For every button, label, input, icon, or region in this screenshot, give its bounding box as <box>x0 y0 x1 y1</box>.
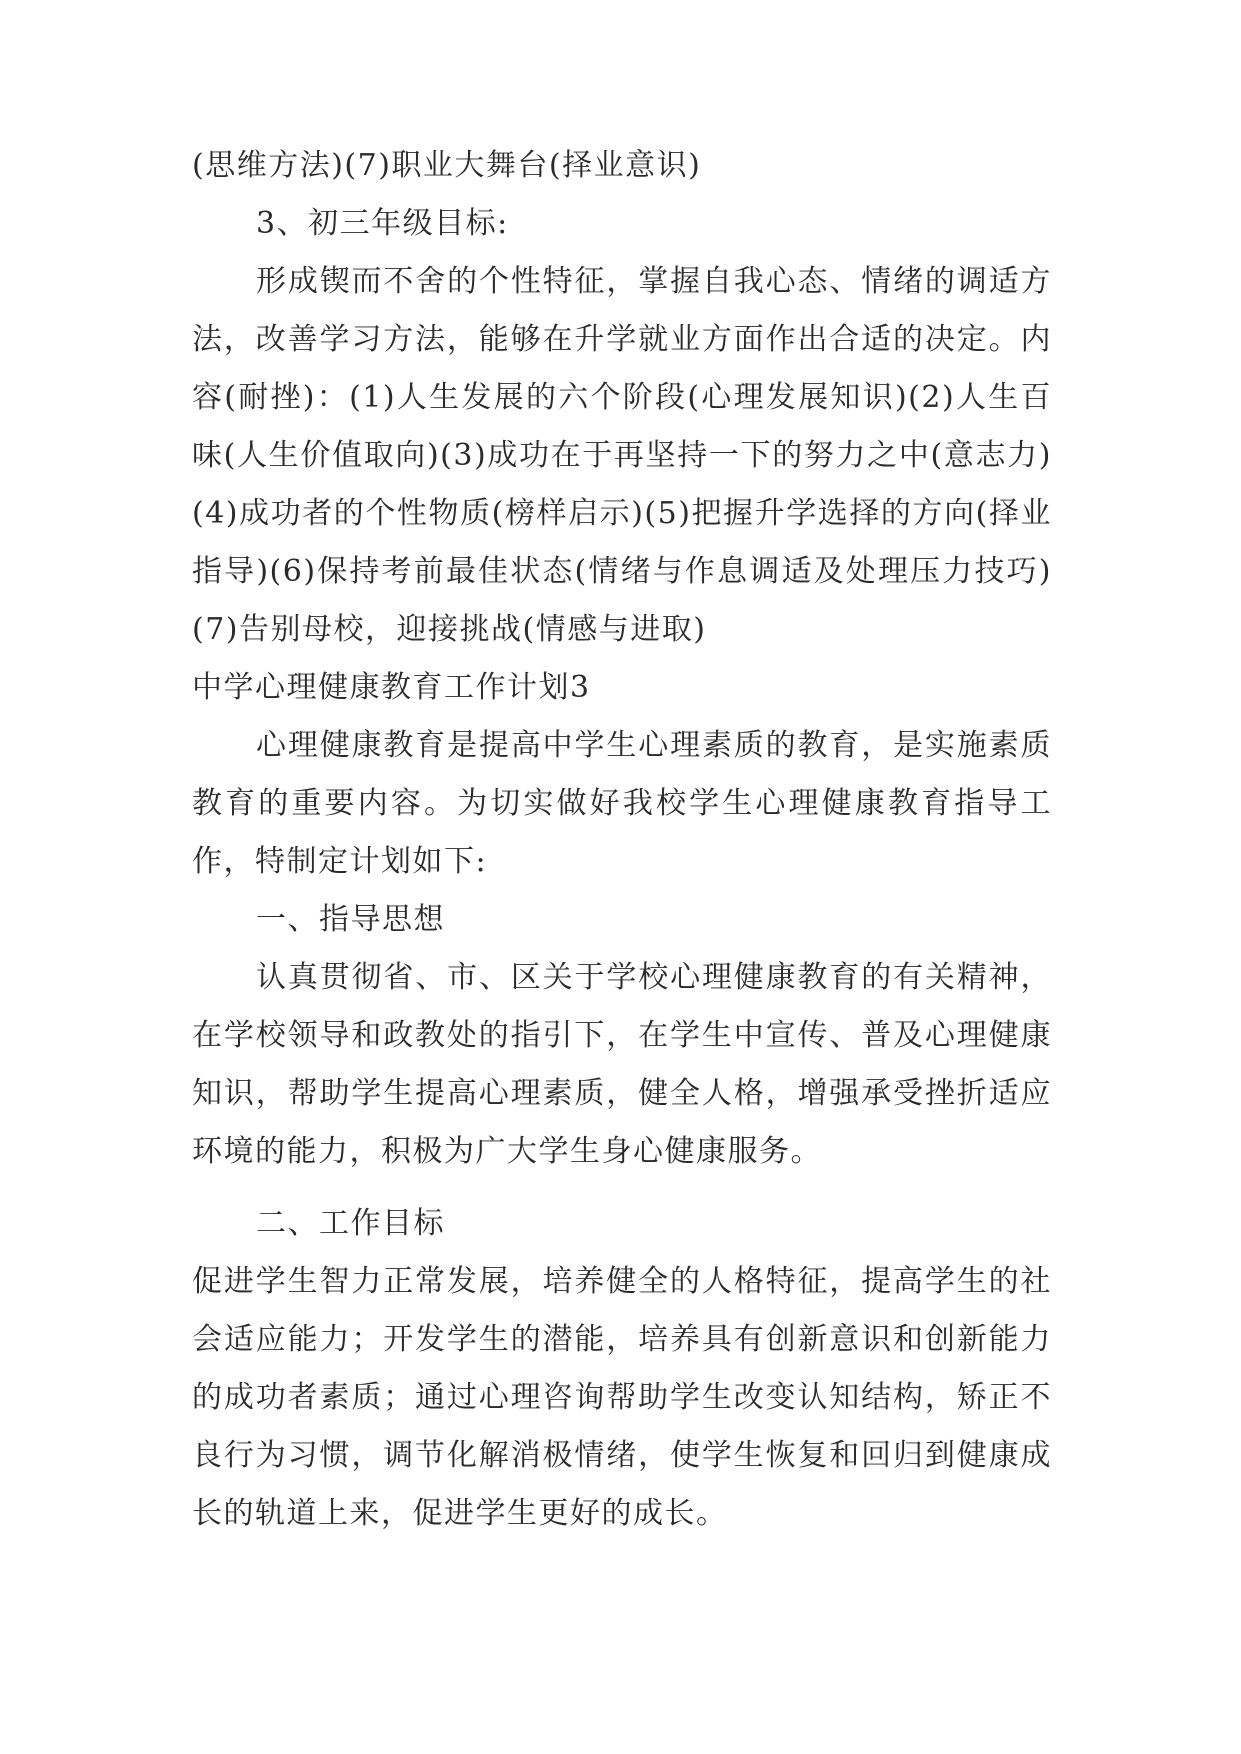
document-body <box>192 137 1052 1543</box>
work-goal-heading: 二、工作目标 <box>256 1206 445 1241</box>
grade-three-goal-heading: 3、初三年级目标: <box>256 206 509 241</box>
guiding-ideology-paragraph: 认真贯彻省、市、区关于学校心理健康教育的有关精神，在学校领导和政教处的指引下，在学生中宣传、普及心理健康知识，帮助学生提高心理素质，健全人格，增强承受挫折适应环境的能力，积极为广大学生身心健康服务。 <box>192 960 1052 1169</box>
section-title: 中学心理健康教育工作计划3 <box>192 670 591 705</box>
guiding-ideology-heading: 一、指导思想 <box>256 902 445 937</box>
intro-paragraph: 心理健康教育是提高中学生心理素质的教育，是实施素质教育的重要内容。为切实做好我校学生心理健康教育指导工作，特制定计划如下: <box>192 728 1052 879</box>
work-goal-paragraph: 促进学生智力正常发展，培养健全的人格特征，提高学生的社会适应能力；开发学生的潜能，培养具有创新意识和创新能力的成功者素质；通过心理咨询帮助学生改变认知结构，矫正不良行为习惯，调节化解消极情绪，使学生恢复和回归到健康成长的轨道上来，促进学生更好的成长。 <box>192 1264 1052 1531</box>
grade-three-goal-paragraph: 形成锲而不舍的个性特征，掌握自我心态、情绪的调适方法，改善学习方法，能够在升学就业方面作出合适的决定。内容(耐挫)：(1)人生发展的六个阶段(心理发展知识)(2)人生百味(人生价值取向)(3)成功在于再坚持一下的努力之中(意志力)(4)成功者的个性物质(榜样启示)(5)把握升学选择的方向(择业指导)(6)保持考前最佳状态(情绪与作息调适及处理压力技巧)(7)告别母校，迎接挑战(情感与进取) <box>192 264 1052 647</box>
paragraph-continuation: (思维方法)(7)职业大舞台(择业意识) <box>192 148 702 183</box>
